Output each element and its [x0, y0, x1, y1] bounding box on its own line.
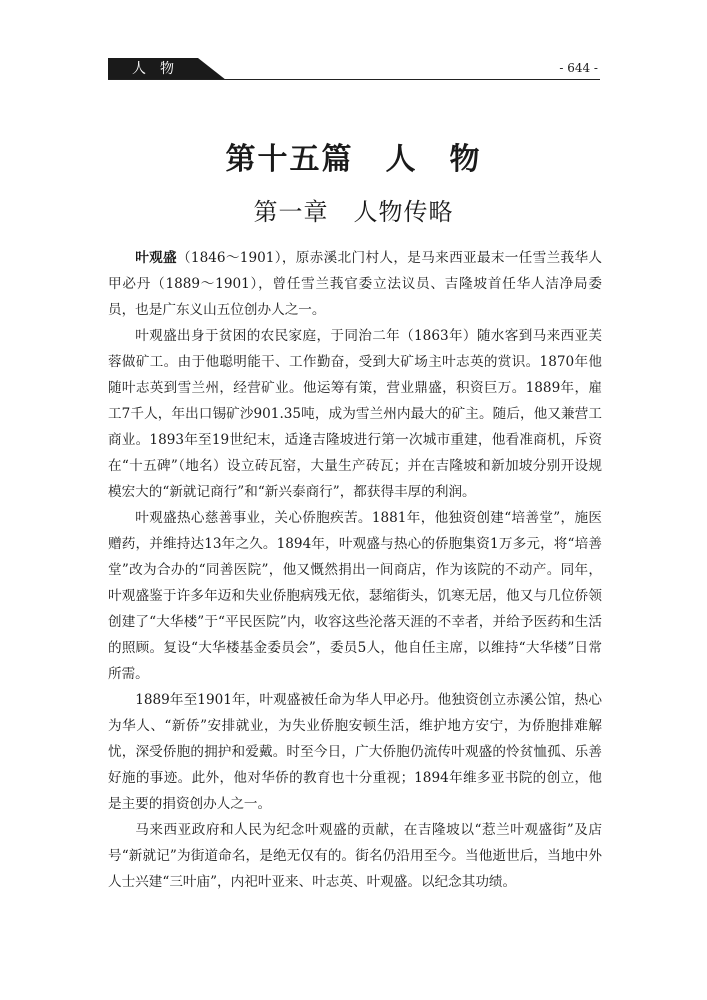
subject-name: 叶观盛 — [135, 250, 177, 266]
paragraph-3: 叶观盛热心慈善事业，关心侨胞疾苦。1881年，他独资创建“培善堂”，施医赠药，并维持达13年之久。1894年，叶观盛与热心的侨胞集资1万多元，将“培善堂”改为合办的“同善医院”，他又慨然捐出一间商店，作为该院的不动产。同年，叶观盛鉴于许多年迈和失业侨胞病残无依，瑟缩街头，饥寒无居，他又与几位侨领创建了“大华楼”于“平民医院”内，收容这些沦落天涯的不幸者，并给予医药和生活的照顾。复设“大华楼基金委员会”，委员5人，他自任主席，以维持“大华楼”日常所需。 — [108, 510, 602, 682]
running-header — [108, 58, 600, 80]
paragraph-5: 马来西亚政府和人民为纪念叶观盛的贡献，在吉隆坡以“惹兰叶观盛街”及店号“新就记”为街道命名，是绝无仅有的。街名仍沿用至今。当他逝世后，当地中外人士兴建“三叶庙”，内祀叶亚来、叶志英、叶观盛。以纪念其功绩。 — [108, 822, 602, 890]
header-rule — [108, 79, 600, 80]
section-label: 人物 — [132, 61, 188, 77]
chapter-title: 第一章 人物传略 — [253, 198, 454, 226]
paragraph-1 — [108, 245, 602, 323]
article-body — [108, 245, 602, 895]
paragraph-1-text: （1846～1901），原赤溪北门村人，是马来西亚最末一任雪兰莪华人甲必丹（1889～1901），曾任雪兰莪官委立法议员、吉隆坡首任华人洁净局委员，也是广东义山五位创办人之一。 — [108, 250, 603, 318]
page-number: - 644 - — [559, 61, 598, 75]
paragraph-4: 1889年至1901年，叶观盛被任命为华人甲必丹。他独资创立赤溪公馆，热心为华人、“新侨”安排就业，为失业侨胞安顿生活，维护地方安宁，为侨胞排难解忧，深受侨胞的拥护和爱戴。时至今日，广大侨胞仍流传叶观盛的怜贫恤孤、乐善好施的事迹。此外，他对华侨的教育也十分重视；1894年维多亚书院的创立，他是主要的捐资创办人之一。 — [108, 692, 602, 812]
paragraph-2: 叶观盛出身于贫困的农民家庭，于同治二年（1863年）随水客到马来西亚芙蓉做矿工。由于他聪明能干、工作勤奋，受到大矿场主叶志英的赏识。1870年他随叶志英到雪兰州，经营矿业。他运筹有策，营业鼎盛，积资巨万。1889年，雇工7千人，年出口锡矿沙901.35吨，成为雪兰州内最大的矿主。随后，他又兼营工商业。1893年至19世纪末，适逢吉隆坡进行第一次城市重建，他看准商机，斥资在“十五碑”（地名）设立砖瓦窑，大量生产砖瓦；并在吉隆坡和新加坡分别开设规模宏大的“新就记商行”和“新兴泰商行”，都获得丰厚的利润。 — [108, 328, 602, 500]
part-title: 第十五篇 人 物 — [225, 142, 482, 177]
